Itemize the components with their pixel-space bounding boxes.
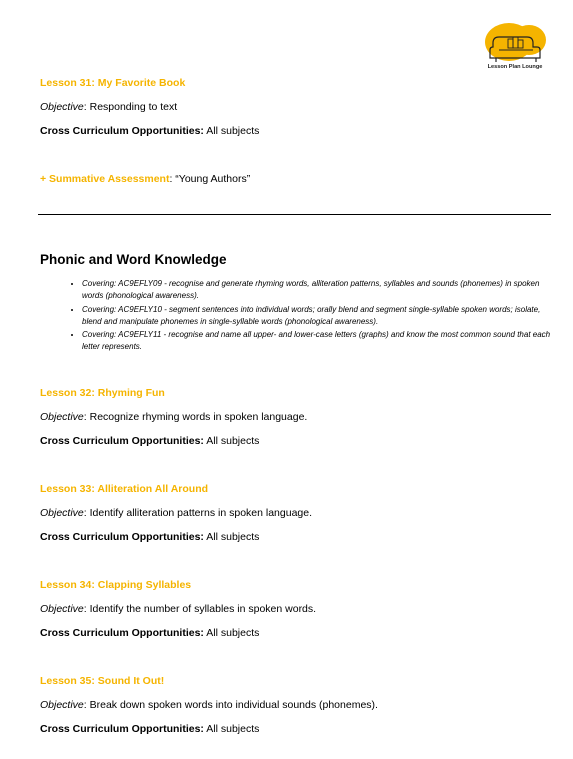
section-divider <box>38 214 551 215</box>
lesson-32-objective <box>40 411 307 423</box>
ccs-value: All subjects <box>203 627 260 639</box>
ccs-label: Cross Curriculum Opportunities: <box>40 531 204 543</box>
objective-text: : Identify alliteration patterns in spoken language. <box>83 507 313 519</box>
objective-text: : Identify the number of syllables in spoken words. <box>83 603 317 615</box>
lesson-33-ccs <box>40 531 259 543</box>
objective-text: : Responding to text <box>83 101 178 113</box>
summative-text: : “Young Authors” <box>169 173 251 185</box>
lesson-32-title: Lesson 32: Rhyming Fun <box>40 387 165 399</box>
section-title: Phonic and Word Knowledge <box>40 252 227 267</box>
objective-label: Objective <box>40 603 84 615</box>
lesson-34-objective <box>40 603 316 615</box>
objective-label: Objective <box>40 101 84 113</box>
ccs-value: All subjects <box>203 723 260 735</box>
objective-text: : Break down spoken words into individual sounds (phonemes). <box>83 699 378 711</box>
lesson-35-objective <box>40 699 378 711</box>
summative-assessment <box>40 173 250 185</box>
lesson-31-objective <box>40 101 177 113</box>
objective-text: : Recognize rhyming words in spoken language. <box>83 411 308 423</box>
covering-list <box>68 278 560 355</box>
ccs-label: Cross Curriculum Opportunities: <box>40 435 204 447</box>
brand-name: Lesson Plan Lounge <box>487 64 543 70</box>
lesson-34-title: Lesson 34: Clapping Syllables <box>40 579 192 591</box>
ccs-label: Cross Curriculum Opportunities: <box>40 125 204 137</box>
objective-label: Objective <box>40 411 84 423</box>
lesson-32-ccs <box>40 435 259 447</box>
lesson-34-ccs <box>40 627 259 639</box>
lesson-31-ccs <box>40 125 259 137</box>
objective-label: Objective <box>40 699 84 711</box>
ccs-label: Cross Curriculum Opportunities: <box>40 723 204 735</box>
objective-label: Objective <box>40 507 84 519</box>
lesson-31-title: Lesson 31: My Favorite Book <box>40 77 186 89</box>
covering-item: • Covering: AC9EFLY11 - recognise and name all upper- and lower-case letters (graphs) and know the most common sound that each letter represents. <box>82 329 560 354</box>
lesson-35-title: Lesson 35: Sound It Out! <box>40 675 165 687</box>
lesson-33-title: Lesson 33: Alliteration All Around <box>40 483 209 495</box>
lesson-33-objective <box>40 507 312 519</box>
ccs-value: All subjects <box>203 125 260 137</box>
covering-item: • Covering: AC9EFLY10 - segment sentences into individual words; orally blend and segment single-syllable spoken words; isolate, blend and manipulate phonemes in single-syllable words (phonological awareness). <box>82 304 560 329</box>
ccs-value: All subjects <box>203 435 260 447</box>
lesson-35-ccs <box>40 723 259 735</box>
covering-item: • Covering: AC9EFLY09 - recognise and generate rhyming words, alliteration patterns, syllables and sounds (phonemes) in spoken words (phonological awareness). <box>82 278 560 303</box>
summative-label: + Summative Assessment <box>40 173 170 185</box>
ccs-value: All subjects <box>203 531 260 543</box>
ccs-label: Cross Curriculum Opportunities: <box>40 627 204 639</box>
